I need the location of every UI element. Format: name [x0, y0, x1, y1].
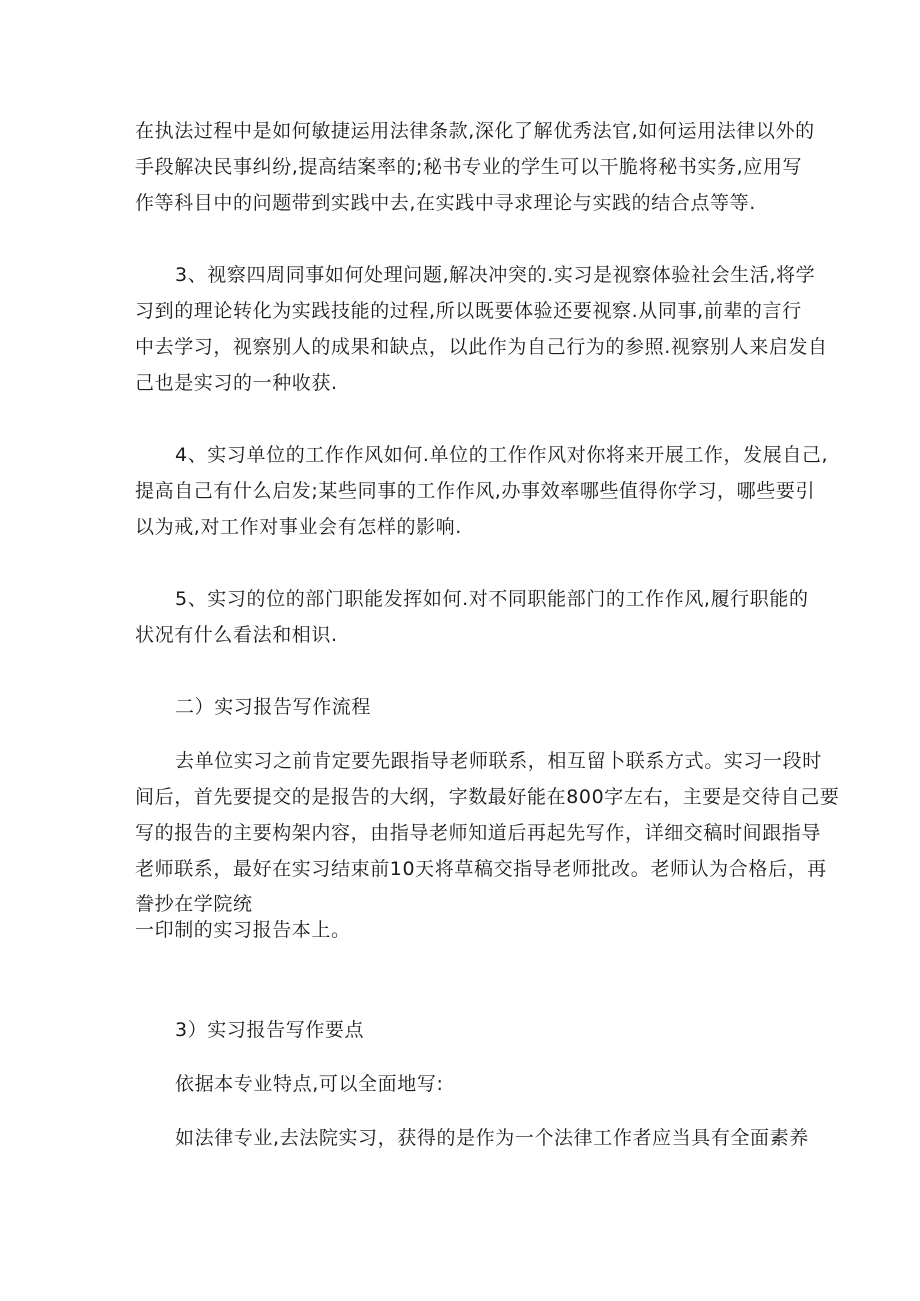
text-line: 习到的理论转化为实践技能的过程,所以既要体验还要视察.从同事,前辈的言行: [135, 300, 802, 322]
text-line: 3、视察四周同事如何处理问题,解决冲突的.实习是视察体验社会生活,将学: [175, 264, 816, 286]
text-line: 去单位实习之前肯定要先跟指导老师联系，相互留卜联系方式。实习一段时: [175, 750, 822, 772]
paragraph-5: [135, 743, 840, 943]
text-line: 老师联系，最好在实习结束前10天将草稿交指导老师批改。老师认为合格后，再: [135, 858, 827, 880]
text-line: 依据本专业特点,可以全面地写:: [175, 1073, 444, 1095]
text-line: 5、实习的位的部门职能发挥如何.对不同职能部门的工作作风,履行职能的: [175, 588, 809, 610]
text-line: 一印制的实习报告本上。: [135, 919, 351, 941]
text-line: 状况有什么看法和相识.: [135, 624, 338, 646]
text-line: 以为戒,对工作对事业会有怎样的影响.: [135, 516, 462, 538]
text-line: 誊抄在学院统: [135, 893, 253, 915]
section-heading-writing-points: 3）实习报告写作要点: [175, 1019, 365, 1041]
text-line: 间后，首先要提交的是报告的大纲，字数最好能在800字左右，主要是交待自己要: [135, 786, 840, 808]
text-line: 己也是实习的一种收获.: [135, 372, 338, 394]
text-line: 写的报告的主要构架内容，由指导老师知道后再起先写作，详细交稿时间跟指导: [135, 822, 822, 844]
text-line: 4、实习单位的工作作风如何.单位的工作作风对你将来开展工作，发展自己,: [175, 444, 829, 466]
section-heading-writing-process: 二）实习报告写作流程: [175, 696, 372, 718]
paragraph-2: [135, 257, 828, 401]
paragraph-7: [135, 1120, 809, 1156]
text-line: 作等科目中的问题带到实践中去,在实践中寻求理论与实践的结合点等等.: [135, 192, 756, 214]
paragraph-1: [135, 113, 815, 221]
text-line: 手段解决民事纠纷,提高结案率的;秘书专业的学生可以干脆将秘书实务,应用写: [135, 156, 803, 178]
paragraph-3: [135, 437, 829, 545]
text-line: 中去学习，视察别人的成果和缺点，以此作为自己行为的参照.视察别人来启发自: [135, 336, 828, 358]
paragraph-4: [135, 581, 809, 653]
text-line: 提高自己有什么启发;某些同事的工作作风,办事效率哪些值得你学习，哪些要引: [135, 480, 816, 502]
paragraph-6: [135, 1066, 795, 1102]
text-line: 在执法过程中是如何敏捷运用法律条款,深化了解优秀法官,如何运用法律以外的: [135, 120, 815, 142]
text-line: 如法律专业,去法院实习，获得的是作为一个法律工作者应当具有全面素养: [175, 1127, 809, 1149]
